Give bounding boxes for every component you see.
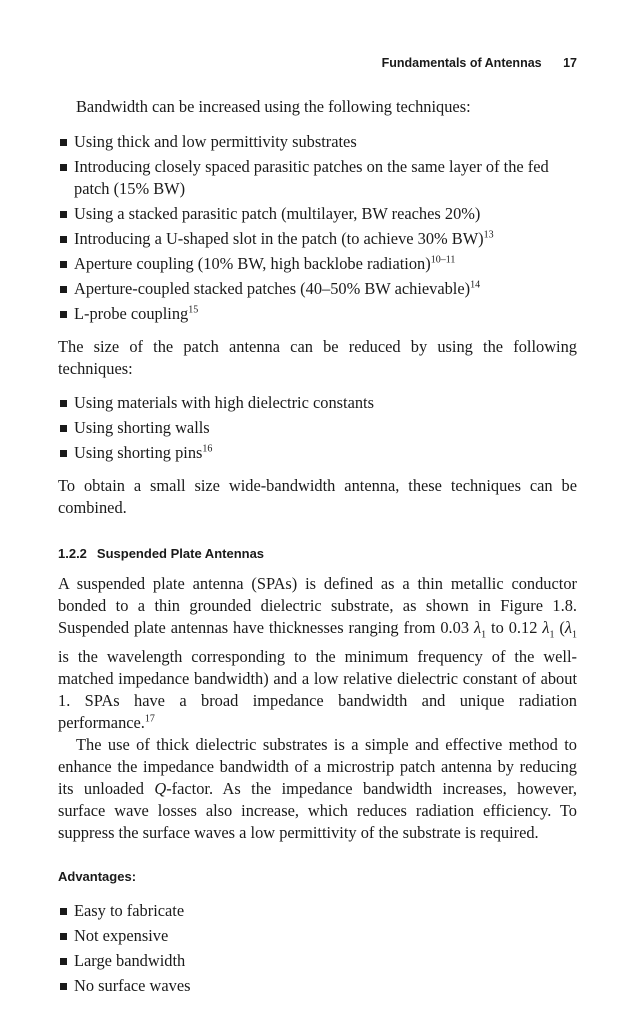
list-item <box>58 253 577 275</box>
reference-superscript: 10–11 <box>430 254 456 266</box>
reference-superscript: 14 <box>470 279 481 291</box>
list-item <box>58 900 577 922</box>
bandwidth-techniques-list <box>58 131 577 325</box>
list-item-text: Aperture coupling (10% BW, high backlobe radiation) <box>74 254 431 273</box>
list-item-text: Using shorting pins <box>74 443 203 462</box>
running-header <box>382 56 577 70</box>
list-item <box>58 392 577 414</box>
list-item <box>58 442 577 464</box>
size-techniques-list <box>58 392 577 464</box>
list-item-text: Using thick and low permittivity substrates <box>74 132 357 151</box>
page-number: 17 <box>563 56 577 70</box>
list-item-text: Aperture-coupled stacked patches (40–50% BW achievable) <box>74 279 471 298</box>
list-item-text: Using materials with high dielectric constants <box>74 393 374 412</box>
list-item-text: No surface waves <box>74 976 191 996</box>
list-item <box>58 975 577 997</box>
spa-paragraph: A suspended plate antenna (SPAs) is defined as a thin metallic conductor bonded to a thin grounded dielectric substrate, as shown in Figure 1.8. Suspended plate antennas have thicknesses ranging from 0.03 $\lambda_1$ to 0.12 $\lambda_1$ ($\lambda_1$ is the wavelength corresponding to the minimum frequency of the well-matched impedance bandwidth) and a low relative dielectric constant of about 1. SPAs have a broad impedance bandwidth and unique radiation performance.$^{17}$ <box>58 574 577 733</box>
list-item-text: Introducing closely spaced parasitic patches on the same layer of the fed patch (15% BW) <box>74 157 549 198</box>
list-item <box>58 156 577 200</box>
list-item-text: Using shorting walls <box>74 418 210 437</box>
section-title: Suspended Plate Antennas <box>96 546 265 561</box>
list-item-text: Using a stacked parasitic patch (multilayer, BW reaches 20%) <box>74 204 481 223</box>
list-item <box>58 303 577 325</box>
list-item-text: Not expensive <box>74 926 169 946</box>
size-intro: The size of the patch antenna can be reduced by using the following techniques: <box>58 337 577 378</box>
combined-paragraph: To obtain a small size wide-bandwidth antenna, these techniques can be combined. <box>58 476 577 517</box>
list-item-text: Easy to fabricate <box>74 901 185 921</box>
list-item-text: L-probe coupling <box>74 304 189 323</box>
reference-superscript: 16 <box>202 443 213 455</box>
list-item-text: Large bandwidth <box>74 951 186 971</box>
list-item <box>58 131 577 153</box>
list-item <box>58 950 577 972</box>
bandwidth-intro: Bandwidth can be increased using the following techniques: <box>76 97 471 116</box>
advantages-heading: Advantages: <box>58 869 137 885</box>
reference-superscript: 17 <box>144 713 155 725</box>
list-item <box>58 228 577 250</box>
advantages-list <box>58 900 577 997</box>
list-item <box>58 925 577 947</box>
list-item <box>58 278 577 300</box>
list-item-text: Introducing a U-shaped slot in the patch (to achieve 30% BW) <box>74 229 484 248</box>
reference-superscript: 15 <box>188 304 199 316</box>
list-item <box>58 203 577 225</box>
reference-superscript: 13 <box>483 229 494 241</box>
section-number: 1.2.2 <box>58 546 87 561</box>
section-heading <box>58 543 577 565</box>
page-body <box>58 96 577 1000</box>
list-item <box>58 417 577 439</box>
running-header-title: Fundamentals of Antennas <box>381 56 542 70</box>
substrate-paragraph: The use of thick dielectric substrates is a simple and effective method to enhance the impedance bandwidth of a microstrip patch antenna by reducing its unloaded Q-factor. As the impedance bandwidth increases, however, surface wave losses also increase, which reduces radiation efficiency. To suppress the surface waves a low permittivity of the substrate is required. <box>58 735 577 843</box>
